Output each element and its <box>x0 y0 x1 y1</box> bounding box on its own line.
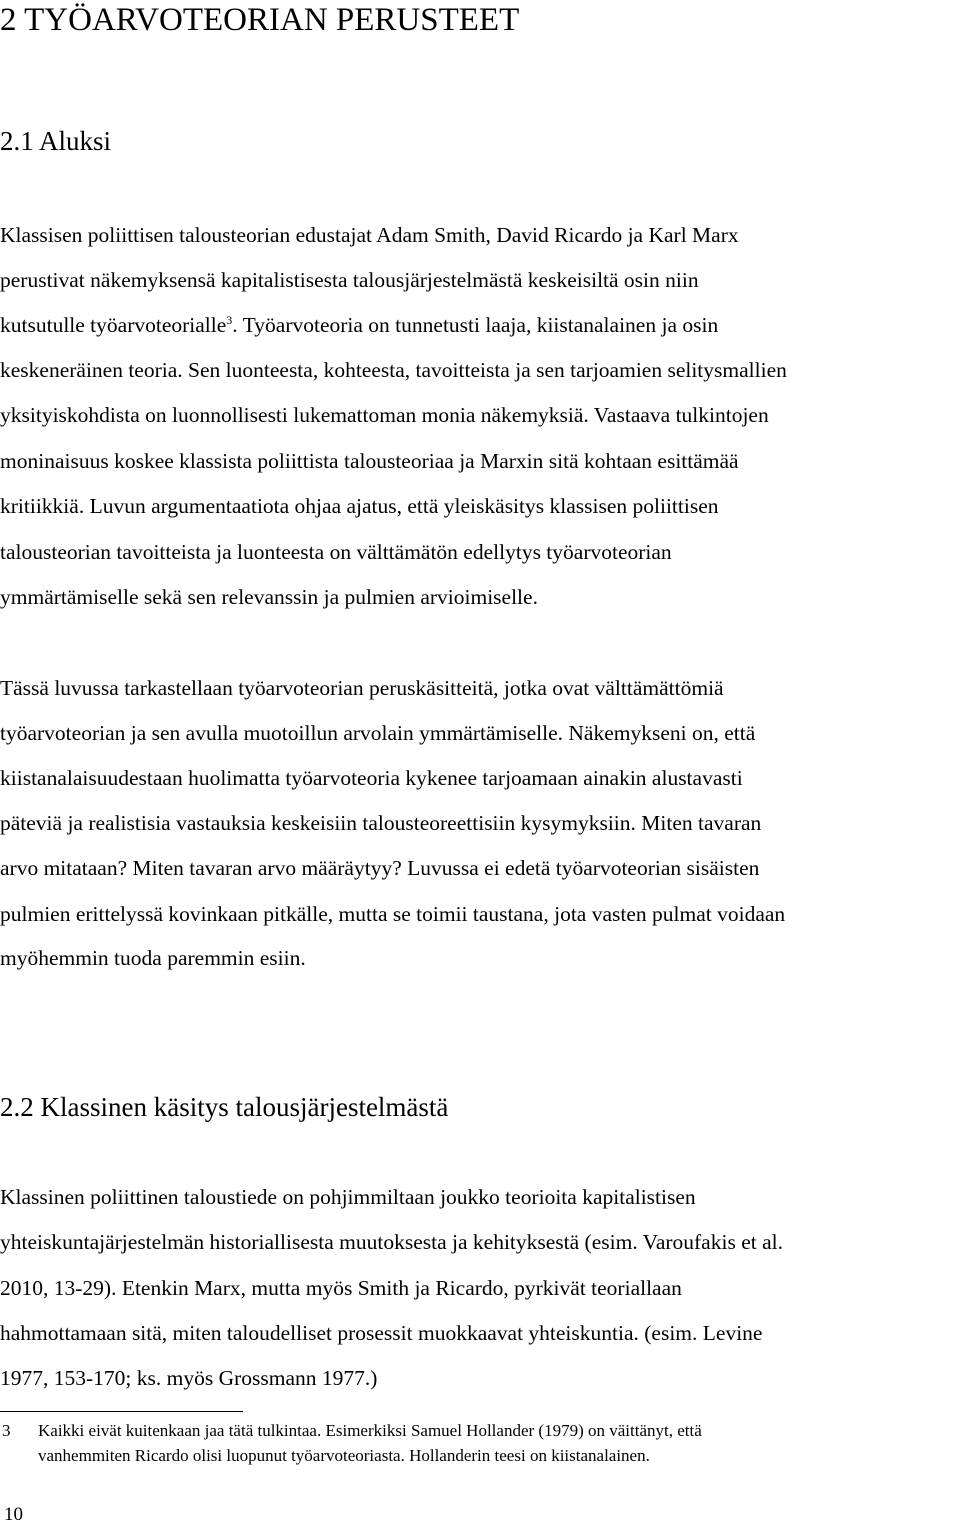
paragraph-line: pulmien erittelyssä kovinkaan pitkälle, mutta se toimii taustana, jota vasten pulmat voidaan <box>0 902 786 926</box>
paragraph-line: arvo mitataan? Miten tavaran arvo määräytyy? Luvussa ei edetä työarvoteorian sisäisten <box>0 856 760 880</box>
paragraph-line: 2010, 13-29). Etenkin Marx, mutta myös Smith ja Ricardo, pyrkivät teoriallaan <box>0 1276 682 1300</box>
paragraph-line: Klassisen poliittisen talousteorian edustajat Adam Smith, David Ricardo ja Karl Marx <box>0 223 739 247</box>
paragraph-line: ymmärtämiselle sekä sen relevanssin ja pulmien arvioimiselle. <box>0 585 538 609</box>
paragraph-line: talousteorian tavoitteista ja luonteesta on välttämätön edellytys työarvoteorian <box>0 540 672 564</box>
paragraph-line: päteviä ja realistisia vastauksia keskeisiin talousteoreettisiin kysymyksiin. Miten tavaran <box>0 811 762 835</box>
paragraph-line: yhteiskuntajärjestelmän historiallisesta muutoksesta ja kehityksestä (esim. Varoufakis et al. <box>0 1230 783 1254</box>
chapter-title: 2 TYÖARVOTEORIAN PERUSTEET <box>0 2 520 38</box>
paragraph-line: Tässä luvussa tarkastellaan työarvoteorian peruskäsitteitä, jotka ovat välttämättömiä <box>0 676 724 700</box>
paragraph-line <box>0 312 718 338</box>
footnote-number: 3 <box>2 1421 11 1440</box>
footnote-line: vanhemmiten Ricardo olisi luopunut työarvoteoriasta. Hollanderin teesi on kiistanalainen. <box>38 1446 650 1465</box>
paragraph-line: yksityiskohdista on luonnollisesti lukemattoman monia näkemyksiä. Vastaava tulkintojen <box>0 403 769 427</box>
paragraph-line-text: . Työarvoteoria on tunnetusti laaja, kiistanalainen ja osin <box>232 313 719 337</box>
paragraph-line: Klassinen poliittinen taloustiede on pohjimmiltaan joukko teorioita kapitalistisen <box>0 1185 696 1209</box>
paragraph-line: perustivat näkemyksensä kapitalistisesta talousjärjestelmästä keskeisiltä osin niin <box>0 268 699 292</box>
section-heading-2-2: 2.2 Klassinen käsitys talousjärjestelmästä <box>0 1092 449 1122</box>
paragraph-line: työarvoteorian ja sen avulla muotoillun arvolain ymmärtämiselle. Näkemykseni on, että <box>0 721 756 745</box>
paragraph-line: keskeneräinen teoria. Sen luonteesta, kohteesta, tavoitteista ja sen tarjoamien selitysmallien <box>0 358 787 382</box>
paragraph-line: moninaisuus koskee klassista poliittista talousteoriaa ja Marxin sitä kohtaan esittämää <box>0 449 739 473</box>
section-heading-2-1: 2.1 Aluksi <box>0 126 112 156</box>
paragraph-line: kiistanalaisuudestaan huolimatta työarvoteoria kykenee tarjoamaan ainakin alustavasti <box>0 766 743 790</box>
paragraph-line-text: kutsutulle työarvoteorialle <box>0 313 227 337</box>
footnote-line: Kaikki eivät kuitenkaan jaa tätä tulkintaa. Esimerkiksi Samuel Hollander (1979) on väittänyt, että <box>38 1421 702 1440</box>
page-number: 10 <box>4 1504 23 1525</box>
paragraph-line: hahmottamaan sitä, miten taloudelliset prosessit muokkaavat yhteiskuntia. (esim. Levine <box>0 1321 763 1345</box>
paragraph-line: 1977, 153-170; ks. myös Grossmann 1977.) <box>0 1366 378 1390</box>
footnote-reference[interactable]: 3 <box>226 313 233 327</box>
footnote-separator <box>0 1411 243 1412</box>
paragraph-line: kritiikkiä. Luvun argumentaatiota ohjaa ajatus, että yleiskäsitys klassisen poliittisen <box>0 494 719 518</box>
paragraph-line: myöhemmin tuoda paremmin esiin. <box>0 946 306 970</box>
